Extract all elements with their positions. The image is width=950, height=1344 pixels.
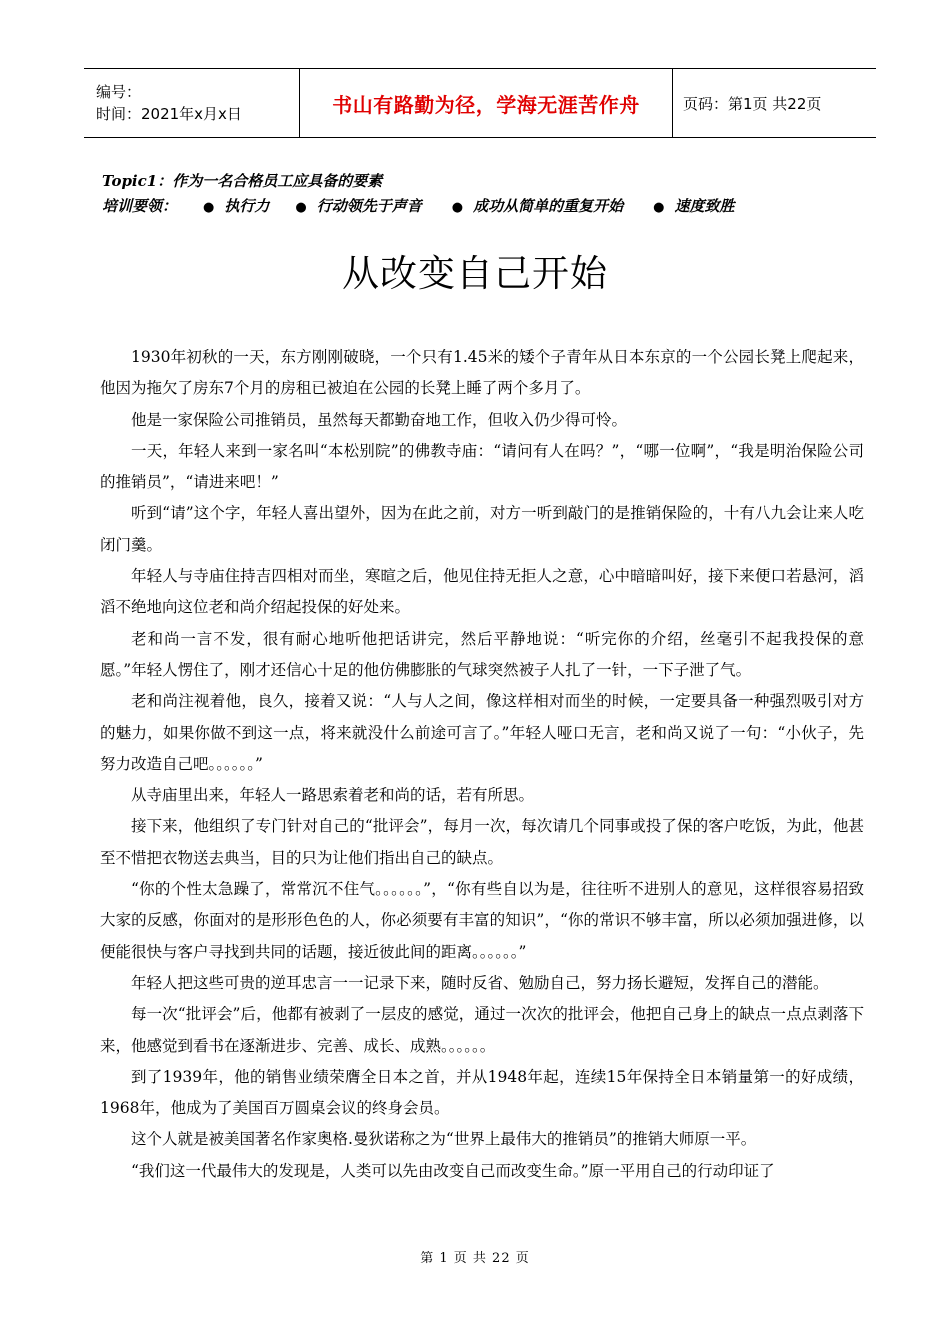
paragraph: 他是一家保险公司推销员，虽然每天都勤奋地工作，但收入仍少得可怜。 xyxy=(131,410,628,429)
header-meta xyxy=(84,69,299,137)
paragraph: 1930年初秋的一天，东方刚刚破晓，一个只有1.45米的矮个子青年从日本东京的一个公园长凳上爬起来，他因为拖欠了房东7个月的房租已被迫在公园的长凳上睡了两个多月了。 xyxy=(100,348,864,398)
header-page-info: 页码：第1页 共22页 xyxy=(683,94,822,113)
paragraph: 接下来，他组织了专门针对自己的“批评会”，每月一次，每次请几个同事或投了保的客户吃饭，为此，他甚至不惜把衣物送去典当，目的只为让他们指出自己的缺点。 xyxy=(100,817,864,867)
training-point-1: ● 执行力 xyxy=(203,195,269,216)
paragraph: 老和尚注视着他，良久，接着又说：“人与人之间，像这样相对而坐的时候，一定要具备一种强烈吸引对方的魅力，如果你做不到这一点，将来就没什么前途可言了。”年轻人哑口无言，老和尚又说了一句：“小伙子，先努力改造自己吧。。。。。。” xyxy=(100,692,864,773)
header-table xyxy=(84,68,876,138)
training-point-4: ● 速度致胜 xyxy=(653,195,734,216)
header-page-cell xyxy=(673,69,876,137)
page-title: 从改变自己开始 xyxy=(342,252,608,295)
training-point-3: ● 成功从简单的重复开始 xyxy=(452,195,623,216)
paragraph: 从寺庙里出来，年轻人一路思索着老和尚的话，若有所思。 xyxy=(131,786,535,805)
paragraph: “你的个性太急躁了，常常沉不住气。。。。。。”，“你有些自以为是，往往听不进别人的意见，这样很容易招致大家的反感，你面对的是形形色色的人，你必须要有丰富的知识”，“你的常识不够丰富，所以必须加强进修，以便能很快与客户寻找到共同的话题，接近彼此间的距离。。。。。。” xyxy=(100,880,864,961)
doc-time-label: 时间：2021年x月x日 xyxy=(96,105,242,123)
paragraph: 到了1939年，他的销售业绩荣膺全日本之首，并从1948年起，连续15年保持全日本销量第一的好成绩，1968年，他成为了美国百万圆桌会议的终身会员。 xyxy=(100,1067,864,1118)
paragraph: 听到“请”这个字，年轻人喜出望外，因为在此之前，对方一听到敲门的是推销保险的，十有八九会让来人吃闭门羹。 xyxy=(100,504,864,554)
training-point-2: ● 行动领先于声音 xyxy=(295,195,421,216)
header-motto-cell xyxy=(299,69,673,137)
training-points xyxy=(102,195,734,216)
paragraph: 老和尚一言不发，很有耐心地听他把话讲完，然后平静地说：“听完你的介绍，丝毫引不起我投保的意愿。”年轻人愣住了，刚才还信心十足的他仿佛膨胀的气球突然被子人扎了一针，一下子泄了气。 xyxy=(100,629,864,679)
doc-number-label: 编号： xyxy=(96,83,142,101)
paragraph: 这个人就是被美国著名作家奥格.曼狄诺称之为“世界上最伟大的推销员”的推销大师原一平。 xyxy=(131,1130,757,1149)
page-footer: 第 1 页 共 22 页 xyxy=(420,1251,530,1266)
paragraph: 年轻人与寺庙住持吉四相对而坐，寒暄之后，他见住持无拒人之意，心中暗暗叫好，接下来便口若悬河，滔滔不绝地向这位老和尚介绍起投保的好处来。 xyxy=(100,567,864,617)
paragraph: 每一次“批评会”后，他都有被剥了一层皮的感觉，通过一次次的批评会，他把自己身上的缺点一点点剥落下来，他感觉到看书在逐渐进步、完善、成长、成熟。。。。。。 xyxy=(100,1005,864,1055)
paragraph: 一天，年轻人来到一家名叫“本松别院”的佛教寺庙：“请问有人在吗？”，“哪一位啊”，“我是明治保险公司的推销员”，“请进来吧！” xyxy=(100,441,864,492)
paragraph: 年轻人把这些可贵的逆耳忠言一一记录下来，随时反省、勉励自己，努力扬长避短，发挥自己的潜能。 xyxy=(131,973,829,992)
paragraph: “我们这一代最伟大的发现是，人类可以先由改变自己而改变生命。”原一平用自己的行动印证了 xyxy=(131,1161,775,1180)
header-motto: 书山有路勤为径，学海无涯苦作舟 xyxy=(332,92,640,117)
training-label: 培训要领： xyxy=(102,197,178,215)
article-body xyxy=(100,342,864,1187)
topic-heading: Topic1：作为一名合格员工应具备的要素 xyxy=(102,172,383,190)
